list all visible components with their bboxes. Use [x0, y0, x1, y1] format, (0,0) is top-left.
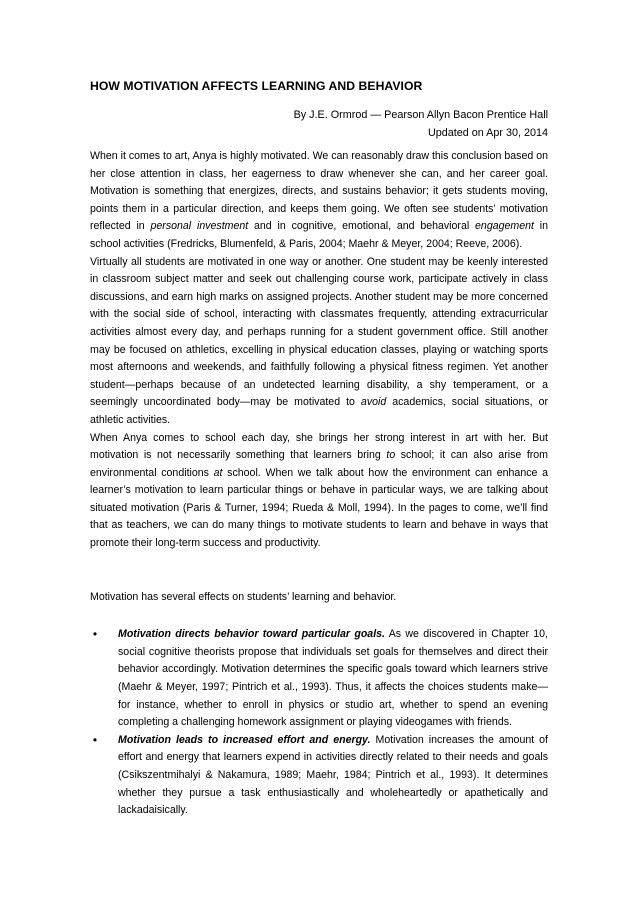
effects-lead: Motivation has several effects on students’ learning and behavior.	[90, 590, 397, 603]
paragraph-2	[90, 254, 548, 430]
term-to: to	[386, 449, 396, 462]
paragraph-3-text-3: school. When we talk about how the environment can enhance a learner’s motivation to learn particular things or behave in particular ways, we are talking about situated motivation (Paris & Turner, 1994; Rueda & Moll, 1994). In the pages to come, we’ll find that as teachers, we can do many things to motivate students to learn and behave in ways that promote their long-term success and productivity.	[90, 466, 548, 550]
paragraph-3-text-2: school; it can also arise from environmental conditions	[90, 449, 549, 479]
document-title: HOW MOTIVATION AFFECTS LEARNING AND BEHAVIOR	[90, 79, 423, 93]
paragraph-3-text-1: When Anya comes to school each day, she brings her strong interest in art with her. But motivation is not necessarily something that learners bring	[90, 431, 548, 462]
author-line: By J.E. Ormrod — Pearson Allyn Bacon Prentice Hall	[293, 109, 548, 121]
term-personal-investment: personal investment	[150, 220, 249, 233]
term-at: at	[213, 466, 223, 479]
bullet-icon: •	[92, 627, 98, 642]
body-text	[90, 148, 548, 553]
byline-block	[90, 107, 548, 142]
paragraph-1-text-3: in school activities (Fredricks, Blumenfeld, & Paris, 2004; Maehr & Meyer, 2004; Reeve, 2006).	[90, 220, 548, 250]
bullet-icon: •	[92, 732, 98, 747]
effect-item-effort-energy	[90, 732, 548, 820]
term-avoid: avoid	[360, 396, 387, 409]
paragraph-1	[90, 148, 548, 254]
paragraph-2-text-2: academics, social situations, or athletic activities.	[90, 396, 548, 426]
paragraph-1-text-1: When it comes to art, Anya is highly motivated. We can reasonably draw this conclusion based on her close attention in class, her eagerness to draw whenever she can, and her career goal. Motivation is something that energizes, directs, and sustains behavior; it gets students moving, points them in a particular direction, and keeps them going. We often see students’ motivation reflected in	[90, 150, 548, 233]
paragraph-2-text-1: Virtually all students are motivated in one way or another. One student may be keenly interested in classroom subject matter and seek out challenging course work, participate actively in class discussions, and earn high marks on assigned projects. Another student may be more concerned with the social side of school, interacting with classmates frequently, attending extracurricular activities almost every day, and perhaps running for a student government office. Still another may be focused on athletics, excelling in physical education classes, playing or watching sports most afternoons and weekends, and faithfully following a physical fitness regimen. Yet another student—perhaps because of an undetected learning disability, a shy temperament, or a seemingly uncoordinated body—may be motivated to	[90, 255, 548, 409]
effects-list	[90, 626, 548, 820]
document-page	[90, 78, 548, 820]
paragraph-1-text-2: and in cognitive, emotional, and behavioral	[248, 220, 476, 233]
effect-text: As we discovered in Chapter 10, social cognitive theorists propose that individuals set goals for themselves and direct their behavior accordingly. Motivation determines the specific goals toward which learners strive (Maehr & Meyer, 1997; Pintrich et al., 1993). Thus, it affects the choices students make—for instance, whether to enroll in physics or studio art, whether to spend an evening completing a challenging homework assignment or playing videogames with friends.	[118, 628, 548, 729]
term-engagement: engagement	[475, 220, 534, 233]
paragraph-3	[90, 430, 548, 553]
effect-text: Motivation increases the amount of effort and energy that learners expend in activities directly related to their needs and goals (Csikszentmihalyi & Nakamura, 1989; Maehr, 1984; Pintrich et al., 1993). It determines whether they pursue a task enthusiastically and wholeheartedly or apathetically and lackadaisically.	[118, 733, 548, 817]
updated-date: Updated on Apr 30, 2014	[427, 126, 548, 139]
effect-heading: Motivation directs behavior toward particular goals.	[118, 628, 385, 641]
effect-item-directs-behavior	[90, 626, 548, 732]
effect-heading: Motivation leads to increased effort and energy.	[118, 733, 371, 746]
